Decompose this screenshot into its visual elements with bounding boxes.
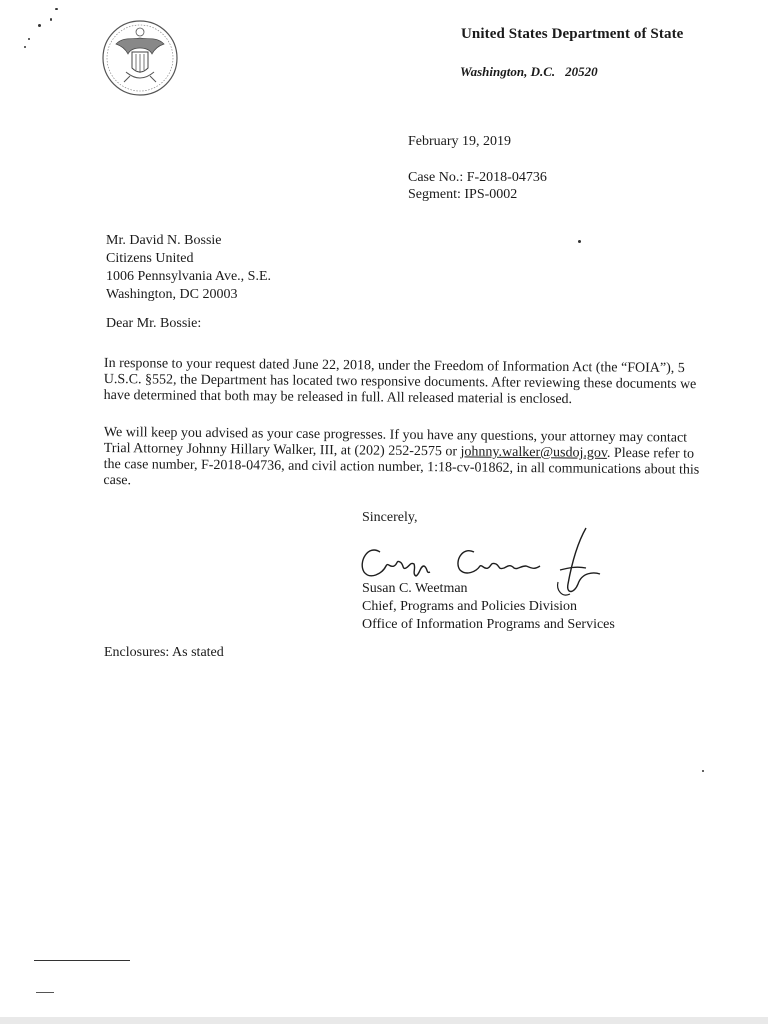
case-value: F-2018-04736	[466, 170, 547, 185]
paragraph-2-after: . Please refer to the case number, F-2018-04736, and civil action number, 1:18-cv-01862, in all communications about this case.	[103, 445, 700, 489]
closing-sincerely: Sincerely,	[362, 510, 418, 525]
letterhead-city	[460, 64, 598, 80]
salutation: Dear Mr. Bossie:	[106, 316, 202, 331]
scan-speck	[50, 18, 52, 21]
scan-speck	[24, 46, 26, 48]
scan-speck	[55, 8, 58, 10]
signer-name: Susan C. Weetman	[362, 581, 468, 596]
body-paragraph-2	[103, 425, 704, 495]
scan-speck	[578, 240, 581, 243]
recipient-street: 1006 Pennsylvania Ave., S.E.	[106, 269, 272, 284]
department-name: United States Department of State	[461, 26, 684, 42]
letter-date: February 19, 2019	[408, 134, 512, 149]
signer-office: Office of Information Programs and Services	[362, 617, 615, 632]
segment-value: IPS-0002	[464, 187, 518, 202]
footer-rule	[34, 960, 130, 961]
great-seal-icon	[100, 18, 180, 98]
city-name: Washington, D.C.	[460, 64, 556, 79]
scan-bottom-edge	[0, 1017, 768, 1024]
footer-rule-short	[36, 992, 54, 993]
recipient-city: Washington, DC 20003	[106, 287, 238, 302]
scan-speck	[702, 770, 704, 772]
recipient-address	[106, 232, 271, 304]
scan-speck	[38, 24, 41, 27]
scan-speck	[28, 38, 30, 40]
case-label: Case No.:	[408, 170, 464, 185]
enclosures-note: Enclosures: As stated	[104, 645, 224, 660]
recipient-name: Mr. David N. Bossie	[106, 233, 222, 248]
zip-code: 20520	[565, 64, 598, 79]
case-number	[408, 170, 547, 186]
paragraph-2-before: We will keep you advised as your case progresses. If you have any questions, your attorney may contact Trial Attorney Johnny Hillary Walker, III, at (202) 252-2575 or	[103, 425, 688, 460]
signature-block	[362, 580, 615, 634]
segment-label: Segment:	[408, 187, 461, 202]
segment	[408, 187, 517, 203]
recipient-organization: Citizens United	[106, 251, 194, 266]
body-paragraph-1: In response to your request dated June 22, 2018, under the Freedom of Information Act (the “FOIA”), 5 U.S.C. §552, the Department has located two responsive documents. After reviewing these documents we have determined that both may be released in full. All released material is enclosed.	[103, 356, 697, 408]
attorney-email-link[interactable]: johnny.walker@usdoj.gov	[460, 444, 608, 461]
signer-title: Chief, Programs and Policies Division	[362, 599, 578, 614]
